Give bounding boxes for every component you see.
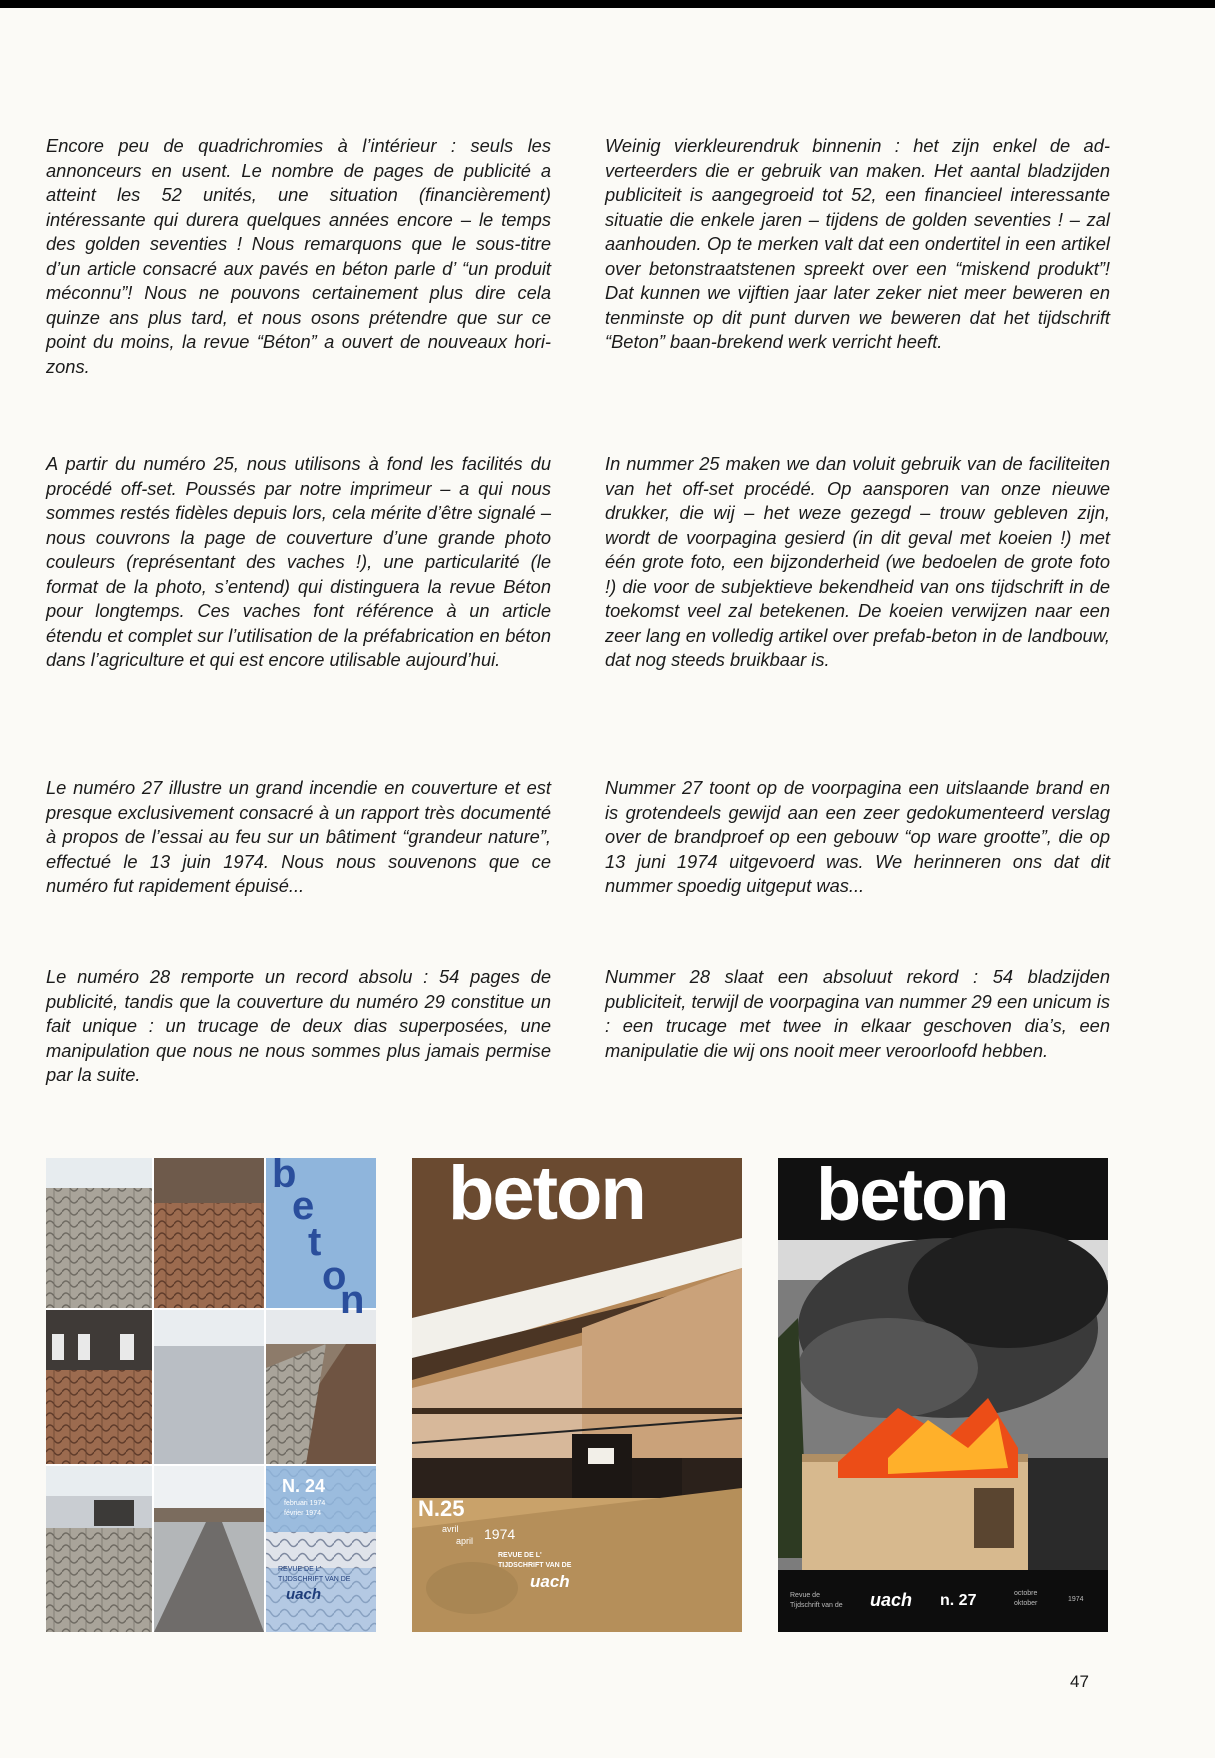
french-paragraph-2: A partir du numéro 25, nous utilisons à fond les facilités du procédé off-set. Poussés par notre imprimeur – a qui nous sommes restés fidèles depuis lors, cela mérite d’être signalé – nous couvrons la page de couverture d’une grande photo couleurs (représentant des vaches !), une particularité (le format de la photo, s’entend) qui distinguera la revue Béton pour longtemps. Ces vaches font référence à un article étendu et complet sur l’utilisation de la préfabrication en béton dans l’agriculture et qui est encore utilisable aujourd’hui.	[46, 453, 551, 670]
cover-25-year: 1974	[484, 1526, 516, 1542]
cover-25-month-nl: april	[456, 1536, 474, 1546]
cover-27-title: beton	[816, 1158, 1008, 1236]
cover-25-revue-2: TIJDSCHRIFT VAN DE	[498, 1562, 572, 1569]
cover-27-revue-2: Tijdschrift van de	[790, 1602, 843, 1609]
cover-25-title: beton	[448, 1158, 645, 1236]
dutch-paragraph-2: In nummer 25 maken we dan voluit gebruik van de faciliteiten van het off-set procédé. Op aansporen van onze nieuwe drukker, die wij – het weze gezegd – trouw gebleven zijn, wordt de voorpagina gesierd (in dit geval met koeien !) met één grote foto, een bijzonderheid (we bedoelen de grote foto !) die voor de subjektieve bekendheid van ons tijdschrift in de toekomst veel zal betekenen. De koeien verwijzen naar een zeer lang en volledig artikel over prefab-beton in de landbouw, dat nog steeds bruikbaar is.	[605, 453, 1110, 670]
cover-25-month-fr: avril	[442, 1524, 459, 1534]
cover-27-number: n. 27	[940, 1592, 977, 1609]
page-number: 47	[1070, 1672, 1089, 1691]
cover-24-revue-2: TIJDSCHRIFT VAN DE	[278, 1576, 351, 1583]
french-paragraph-3: Le numéro 27 illustre un grand incendie en couverture et est presque exclusivement consacré à un rapport très documenté à propos de l’essai au feu sur un bâtiment “grandeur nature”, effectué le 13 juin 1974. Nous nous souvenons que ce numéro fut rapidement épuisé...	[46, 777, 551, 896]
cover-issue-24	[46, 1158, 376, 1632]
dutch-paragraph-1: Weinig vierkleurendruk binnenin : het zijn enkel de adverteerders die er gebruik van maken. Het aantal bladzijden publiciteit is aangegroeid tot 52, een financieel interessante situatie die enkele jaren – tijdens de golden seventies ! – zal aanhouden. Op te merken valt dat een ondertitel in een artikel over betonstraatstenen spreekt over een “miskend produkt”! Dat kunnen we vijftien jaar later zeker niet meer beweren en tenminste op dit punt durven we beweren dat het tijdschrift “Beton” baan-brekend werk verricht heeft.	[605, 135, 1110, 352]
cover-24-date-1: februari 1974	[284, 1500, 326, 1507]
cover-24-artwork	[46, 1158, 376, 1632]
cover-25-number: N.25	[418, 1496, 465, 1521]
cover-25-logo: uach	[530, 1572, 570, 1591]
cover-27-year: 1974	[1068, 1596, 1084, 1603]
cover-27-logo: uach	[870, 1590, 913, 1610]
cover-24-letter-t: t	[308, 1220, 322, 1264]
cover-27-month-nl: oktober	[1014, 1600, 1038, 1607]
cover-25-revue-1: REVUE DE L'	[498, 1552, 542, 1559]
cover-issue-25	[412, 1158, 742, 1632]
cover-27-revue-1: Revue de	[790, 1592, 820, 1599]
cover-issue-27	[778, 1158, 1108, 1632]
cover-24-revue-1: REVUE DE L'	[278, 1566, 321, 1573]
dutch-paragraph-3: Nummer 27 toont op de voorpagina een uitslaande brand en is grotendeels gewijd aan een zeer gedokumenteerd verslag over de brandproef op een gebouw “op ware grootte”, die op 13 juni 1974 uitgevoerd was. We herinneren ons dat dit nummer spoedig uitgeput was...	[605, 777, 1110, 896]
dutch-paragraph-4: Nummer 28 slaat een absoluut rekord : 54 bladzijden publiciteit, terwijl de voorpagina van nummer 29 een unicum is : een trucage met twee in elkaar geschoven dia’s, een manipulatie die wij ons nooit meer veroorloofd hebben.	[605, 966, 1110, 1061]
french-paragraph-1: Encore peu de quadrichromies à l’intérieur : seuls les annonceurs en usent. Le nombre de pages de publicité a atteint les 52 unités, une situation (financièrement) intéressante qui durera quelques années encore – le temps des golden seventies ! Nous remarquons que le sous-titre d’un article consacré aux pavés en béton parle d’ “un produit méconnu”! Nous ne pouvons certainement plus dire cela quinze ans plus tard, et nous osons prétendre que sur ce point du moins, la revue “Béton” a ouvert de nouveaux horizons.	[46, 135, 551, 377]
cover-24-number: N. 24	[282, 1476, 326, 1496]
cover-24-date-2: février 1974	[284, 1510, 321, 1517]
cover-24-letter-n: n	[340, 1278, 365, 1322]
cover-24-letter-e: e	[292, 1184, 315, 1228]
top-border	[0, 0, 1215, 8]
cover-24-letter-b: b	[272, 1158, 297, 1196]
cover-27-month-fr: octobre	[1014, 1590, 1038, 1597]
cover-24-letter-o: o	[322, 1254, 347, 1298]
cover-24-logo: uach	[286, 1586, 322, 1603]
french-paragraph-4: Le numéro 28 remporte un record absolu : 54 pages de publicité, tandis que la couverture du numéro 29 constitue un fait unique : un trucage de deux dias superposées, une manipulation que nous ne nous sommes plus jamais permise par la suite.	[46, 966, 551, 1085]
